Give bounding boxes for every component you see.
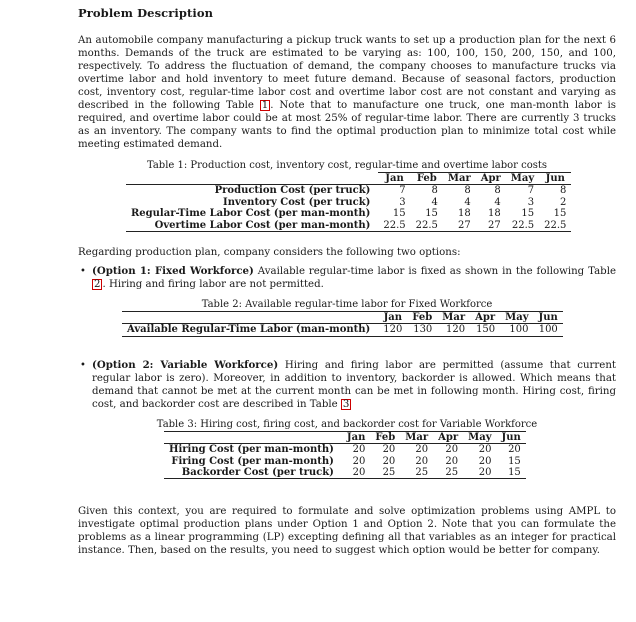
table-cell: 100 — [509, 324, 529, 336]
table-cell: 8 — [494, 185, 501, 197]
bullet-icon: • — [80, 359, 86, 371]
options-intro: Regarding production plan, company considers the following two options: — [78, 247, 461, 259]
table2-header-mar: Mar — [437, 312, 470, 324]
table-cell: 8 — [431, 185, 438, 197]
table2 — [122, 311, 563, 337]
table-row — [164, 456, 526, 467]
table-cell: 15 — [392, 208, 406, 220]
table3-header-apr: Apr — [433, 431, 463, 443]
table3 — [164, 431, 526, 480]
options-list-2 — [78, 359, 616, 411]
table2-header-feb: Feb — [407, 312, 437, 324]
table1-ref-link[interactable]: 1 — [261, 100, 269, 111]
table3-block — [78, 419, 616, 480]
table-cell: 25 — [415, 467, 429, 479]
table-cell: 25 — [382, 467, 396, 479]
conclusion-paragraph: Given this context, you are required to formulate and solve optimization problems using AMPL to investigate optimal production plans under Option 1 and Option 2. Note that you can formulate the problems as a linear programming (LP) excepting defining all that variables as an integer for practical instance. Then, based on the results, you need to suggest which option would be better for company. — [78, 506, 616, 557]
table3-header-feb: Feb — [370, 431, 400, 443]
table3-header-jun: Jun — [497, 431, 526, 443]
table-cell: 27 — [488, 219, 501, 231]
table-cell: 4 — [464, 196, 471, 208]
row-label: Overtime Labor Cost (per man-month) — [154, 219, 371, 231]
table-cell: 22.5 — [415, 219, 438, 231]
row-label: Backorder Cost (per truck) — [181, 467, 334, 479]
table1 — [126, 172, 571, 232]
table-cell: 15 — [508, 467, 521, 479]
table-cell: 7 — [527, 185, 535, 197]
table-cell: 4 — [494, 196, 501, 208]
table-cell: 20 — [445, 455, 459, 467]
table-cell: 18 — [488, 208, 501, 220]
table-cell: 15 — [508, 455, 521, 467]
table-row — [164, 444, 526, 456]
table1-caption: Table 1: Production cost, inventory cost, regular-time and overtime labor costs — [146, 160, 548, 171]
table-cell: 7 — [399, 185, 406, 197]
table-cell: 20 — [508, 444, 521, 456]
table-cell: 20 — [382, 455, 396, 467]
document-page — [78, 6, 616, 557]
table-cell: 8 — [464, 185, 471, 197]
table-cell: 22.5 — [383, 219, 406, 231]
table2-header-jun: Jun — [534, 312, 563, 324]
row-label: Available Regular-Time Labor (man-month) — [127, 324, 371, 336]
row-label: Production Cost (per truck) — [214, 185, 371, 197]
table-cell: 22.5 — [544, 219, 567, 231]
table-cell: 20 — [415, 444, 429, 456]
table-cell: 120 — [383, 324, 403, 336]
table2-header-may: May — [500, 312, 533, 324]
table-cell: 20 — [382, 444, 396, 456]
table-cell: 20 — [352, 467, 366, 479]
table1-header-mar: Mar — [443, 173, 476, 185]
table2-ref-link[interactable]: 2 — [94, 279, 101, 291]
table2-block — [78, 299, 616, 337]
table3-ref-link[interactable]: 3 — [342, 398, 350, 410]
table-cell: 3 — [527, 196, 535, 208]
table-row — [126, 208, 571, 219]
table-cell: 4 — [431, 196, 438, 208]
table1-header-jan: Jan — [378, 173, 410, 185]
table2-header-jan: Jan — [378, 312, 407, 324]
table-cell: 150 — [476, 324, 496, 336]
table-cell: 20 — [352, 455, 366, 467]
table-cell: 130 — [413, 324, 433, 336]
row-label: Hiring Cost (per man-month) — [169, 444, 334, 456]
table1-header-may: May — [506, 173, 539, 185]
table-cell: 15 — [425, 208, 438, 220]
table-row — [126, 220, 571, 232]
table-cell: 22.5 — [511, 219, 535, 231]
table3-header-jan: Jan — [342, 431, 370, 443]
table-row — [164, 467, 526, 479]
option1-item: • (Option 1: Fixed Workforce) Available regular-time labor is fixed as shown in the following Table 2 . Hiring and firing labor are not permitted. — [80, 265, 616, 291]
table-cell: 20 — [478, 467, 492, 479]
row-label: Firing Cost (per man-month) — [171, 455, 334, 467]
row-label: Regular-Time Labor Cost (per man-month) — [131, 208, 371, 220]
table-cell: 120 — [446, 324, 466, 336]
table-row — [122, 324, 563, 336]
table-cell: 8 — [560, 185, 567, 197]
table-cell: 20 — [445, 444, 459, 456]
bullet-icon: • — [80, 266, 86, 278]
table-cell: 20 — [415, 455, 429, 467]
table-cell: 27 — [458, 219, 471, 231]
table3-caption: Table 3: Hiring cost, firing cost, and backorder cost for Variable Workforce — [156, 418, 538, 430]
table3-header-mar: Mar — [400, 431, 433, 443]
table1-block — [78, 160, 616, 232]
table-cell: 15 — [553, 208, 567, 220]
table-cell: 20 — [352, 444, 366, 456]
table-cell: 20 — [478, 455, 492, 467]
table-cell: 100 — [538, 324, 558, 336]
table3-header-may: May — [463, 431, 496, 443]
table-cell: 15 — [521, 208, 535, 220]
options-list — [78, 265, 616, 291]
table1-header-jun: Jun — [539, 173, 571, 185]
section-title: Problem Description — [78, 6, 214, 20]
option2-item: • (Option 2: Variable Workforce) Hiring and firing labor are permitted (assume that current regular labor is zero). Moreover, in addition to inventory, backorder is allowed. Which means that demand that cannot be met at the current month can be met in following month. Hiring cost, firing cost, and backorder cost are described in Table 3 — [80, 358, 616, 410]
table1-header-apr: Apr — [476, 173, 506, 185]
table-cell: 25 — [445, 467, 459, 479]
intro-paragraph: An automobile company manufacturing a pickup truck wants to set up a production plan for the next 6 months. Demands of the truck are estimated to be varying as: 100, 100, 150, 200, 150, and 100, respectively. To address the fluctuation of demand, the company chooses to manufacture trucks via overtime labor and hold inventory to meet future demand. Because of seasonal factors, production cost, inventory cost, regular-time labor cost and overtime labor cost are not constant and varying as described in the following Table 1 . Note that to manufacture one truck, one man-month labor is required, and overtime labor could be at most 25% of regular-time labor. There are currently 3 trucks as an inventory. The company wants to find the optimal production plan to minimize total cost while meeting estimated demand. — [78, 35, 617, 150]
table2-caption: Table 2: Available regular-time labor for Fixed Workforce — [201, 299, 493, 311]
table-cell: 2 — [560, 196, 567, 208]
table-cell: 18 — [458, 208, 471, 220]
row-label: Inventory Cost (per truck) — [223, 196, 371, 208]
table2-header-apr: Apr — [470, 312, 500, 324]
table1-header-feb: Feb — [411, 173, 443, 185]
table-row — [126, 185, 571, 197]
table-cell: 20 — [478, 444, 492, 456]
table-row — [126, 197, 571, 208]
table-cell: 3 — [399, 196, 406, 208]
